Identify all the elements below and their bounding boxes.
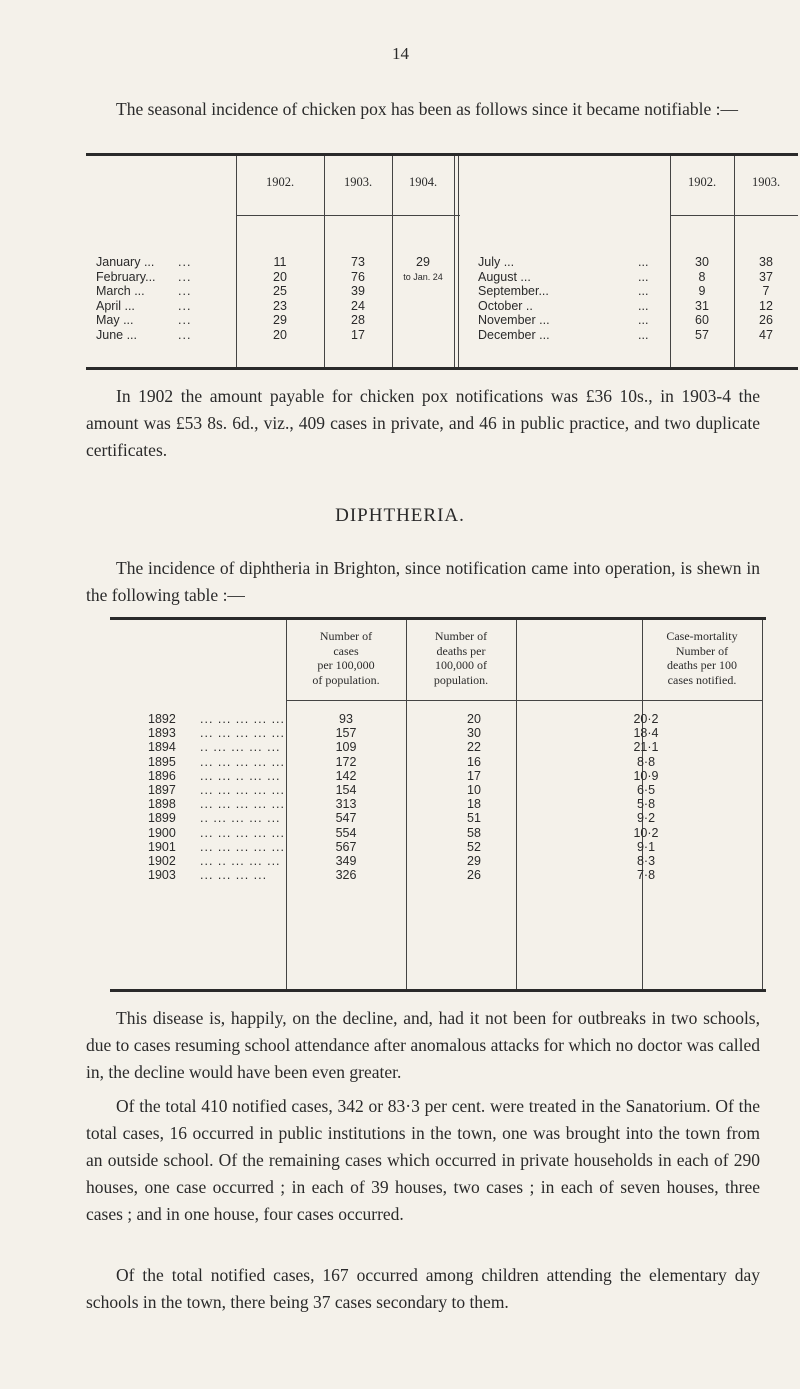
header-case-mortality: Case-mortality Number of deaths per 100 cases notified. — [666, 629, 738, 687]
header-1904: 1904. — [408, 175, 438, 189]
table-row: February... ... 20 76 to Jan. 24 August ... ... 8 37 — [96, 269, 773, 284]
children-paragraph — [86, 1262, 760, 1316]
diphtheria-table — [110, 617, 766, 992]
table-row: May ... ... 29 28 November ... ... 60 26 — [96, 313, 773, 327]
sanatorium-text: Of the total 410 notified cases, 342 or 83·3 per cent. were treated in the Sanatorium. Of the total cases, 16 occurred in public institutions in the town, one was brought into the town from an outside school. Of the remaining cases which occurred in private households in each of 290 houses, one case occurred ; in each of 39 houses, two cases ; in each of seven houses, three cases ; and in one house, four cases occurred. — [86, 1096, 760, 1224]
intro-text: The seasonal incidence of chicken pox has been as follows since it became notifiable :— — [116, 99, 739, 119]
header-divider-left — [236, 215, 460, 216]
table-row: 1900 ... ... ... ... ... 554 58 10·2 — [148, 825, 659, 840]
table-row: March ... ... 25 39 September... ... 9 7 — [96, 284, 770, 298]
decline-text: This disease is, happily, on the decline, and, had it not been for outbreaks in two schools, due to cases resuming school attendance after anomalous attacks for which no doctor was called in, the decline would have been even greater. — [86, 1008, 760, 1082]
chickenpox-rows — [86, 255, 798, 342]
table-row: 1898 ... ... ... ... ... 313 18 5·8 — [148, 797, 656, 812]
intro-paragraph — [86, 96, 760, 123]
table-row: 1899 .. ... ... ... ... 547 51 9·2 — [148, 811, 656, 826]
table-row: June ... ... 20 17 December ... ... 57 47 — [96, 327, 773, 342]
header-deaths: Number of deaths per 100,000 of population. — [433, 629, 489, 687]
payment-paragraph — [86, 383, 760, 464]
header-right-1903: 1903. — [751, 175, 781, 189]
table-row: 1894 .. ... ... ... ... 109 22 21·1 — [148, 740, 659, 755]
table-row: 1896 ... ... .. ... ... 142 17 10·9 — [148, 768, 659, 783]
table-row: 1893 ... ... ... ... ... 157 30 18·4 — [148, 726, 659, 741]
table-row: 1892 ... ... ... ... ... 93 20 20·2 — [148, 712, 659, 726]
diphtheria-rows — [110, 712, 766, 882]
chickenpox-table — [86, 153, 798, 370]
table-row: January ... ... 11 73 29 July ... ... 30 38 — [96, 255, 773, 269]
header-1902: 1902. — [265, 175, 295, 189]
table-row: April ... ... 23 24 October .. ... 31 12 — [96, 298, 773, 313]
header-divider — [286, 700, 762, 701]
table-row: 1902 ... .. ... ... ... 349 29 8·3 — [148, 853, 656, 868]
diphtheria-heading: DIPHTHERIA. — [335, 505, 465, 526]
sanatorium-paragraph — [86, 1093, 760, 1228]
table-bottom-rule — [86, 367, 798, 370]
diphtheria-intro-text: The incidence of diphtheria in Brighton, since notification came into operation, is shewn in the following table :— — [86, 558, 760, 605]
table-row: 1901 ... ... ... ... ... 567 52 9·1 — [148, 839, 656, 854]
header-right-1902: 1902. — [687, 175, 717, 189]
table-bottom-rule — [110, 989, 766, 992]
table-top-rule — [86, 153, 798, 156]
page-number: 14 — [392, 44, 409, 63]
children-text: Of the total notified cases, 167 occurred among children attending the elementary day schools in the town, there being 37 cases secondary to them. — [86, 1265, 760, 1312]
table-row: 1903 ... ... ... ... 326 26 7·8 — [148, 868, 656, 883]
diphtheria-intro-paragraph — [86, 555, 760, 609]
table-row: 1895 ... ... ... ... ... 172 16 8·8 — [148, 754, 656, 769]
header-cases: Number of cases per 100,000 of population. — [312, 629, 380, 687]
table-row: 1897 ... ... ... ... ... 154 10 6·5 — [148, 782, 656, 797]
table-top-rule — [110, 617, 766, 620]
decline-paragraph — [86, 1005, 760, 1086]
payment-text: In 1902 the amount payable for chicken pox notifications was £36 10s., in 1903-4 the amount was £53 8s. 6d., viz., 409 cases in private, and 46 in public practice, and two duplicate certificates. — [86, 386, 760, 460]
header-1903: 1903. — [343, 175, 373, 189]
